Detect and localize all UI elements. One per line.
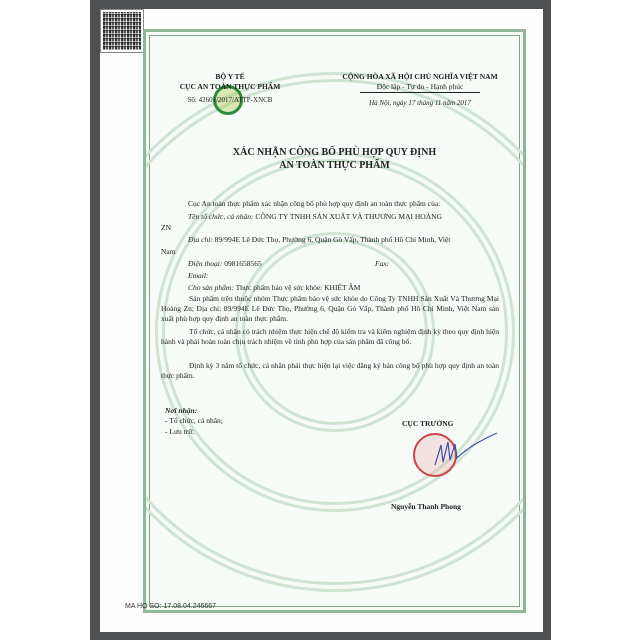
product-value: Thực phẩm bảo vệ sức khỏe: KHIẾT ÂM bbox=[235, 283, 361, 292]
phone-label: Điện thoại: bbox=[188, 259, 223, 268]
address-label: Địa chỉ: bbox=[188, 235, 213, 244]
phone-value: 0981658565 bbox=[224, 259, 262, 268]
address-value-cont: Nam bbox=[161, 247, 176, 256]
dossier-code: MA HO SO: 17.08.04.246667 bbox=[125, 603, 217, 610]
ministry: BỘ Y TẾ bbox=[215, 72, 245, 81]
republic-heading: CỘNG HÒA XÃ HỘI CHỦ NGHĨA VIỆT NAM bbox=[342, 72, 498, 81]
paragraph-3: Định kỳ 3 năm tổ chức, cá nhân phải thực hiện lại việc đăng ký bản công bố phù hợp quy định an toàn thực phẩm. bbox=[161, 361, 499, 380]
email-label: Email: bbox=[188, 271, 209, 280]
org-label: Tên tổ chức, cá nhân: bbox=[188, 212, 254, 221]
fax-label: Fax: bbox=[375, 259, 390, 268]
recipient-item: - Tổ chức, cá nhân; bbox=[165, 416, 223, 425]
paragraph-2: Tổ chức, cá nhân có trách nhiệm thực hiện chế độ kiểm tra và kiểm nghiệm định kỳ theo quy định hiện hành và phải hoàn toàn chịu trách nhiệm về tính phù hợp của sản phẩm đã công bố. bbox=[161, 327, 499, 346]
org-value-cont: ZN bbox=[161, 223, 171, 232]
org-value: CÔNG TY TNHH SẢN XUẤT VÀ THƯƠNG MẠI HOÀNG bbox=[255, 212, 442, 221]
signer-title: CỤC TRƯỞNG bbox=[402, 419, 454, 428]
signer-name: Nguyễn Thanh Phong bbox=[391, 502, 461, 511]
recipient-item: - Lưu trữ. bbox=[165, 427, 195, 436]
handwritten-signature bbox=[425, 430, 500, 475]
place-date: Hà Nội, ngày 17 tháng 11 năm 2017 bbox=[369, 99, 471, 107]
department: CỤC AN TOÀN THỰC PHẨM bbox=[179, 82, 281, 91]
motto: Độc lập - Tự do - Hạnh phúc bbox=[360, 82, 480, 93]
paragraph-1: Sản phẩm trên thuộc nhóm Thực phẩm bảo vệ sức khỏe do Công Ty TNHH Sản Xuất Và Thương Mại Hoàng Zn; Địa chỉ: 89/994E Lê Đức Thọ, Phường 6, Quận Gò Vấp, Thành phố Hồ Chí Minh, Việt Nam sản xuất phù hợp quy định an toàn thực phẩm. bbox=[161, 294, 499, 323]
intro-text: Cục An toàn thực phẩm xác nhận công bố phù hợp quy định an toàn thực phẩm của: bbox=[188, 199, 441, 208]
title-line-2: AN TOÀN THỰC PHẨM bbox=[279, 160, 390, 171]
document-number: Số: 42601/2017/ATTP-XNCB bbox=[187, 96, 273, 104]
title-line-1: XÁC NHẬN CÔNG BỐ PHÙ HỢP QUY ĐỊNH bbox=[232, 147, 437, 158]
qr-code bbox=[101, 10, 143, 52]
product-label: Cho sản phẩm: bbox=[188, 283, 234, 292]
address-value: 89/994E Lê Đức Thọ, Phường 6, Quận Gò Vấp, Thành phố Hồ Chí Minh, Việt bbox=[214, 235, 451, 244]
recipients-label: Nơi nhận: bbox=[165, 406, 198, 415]
